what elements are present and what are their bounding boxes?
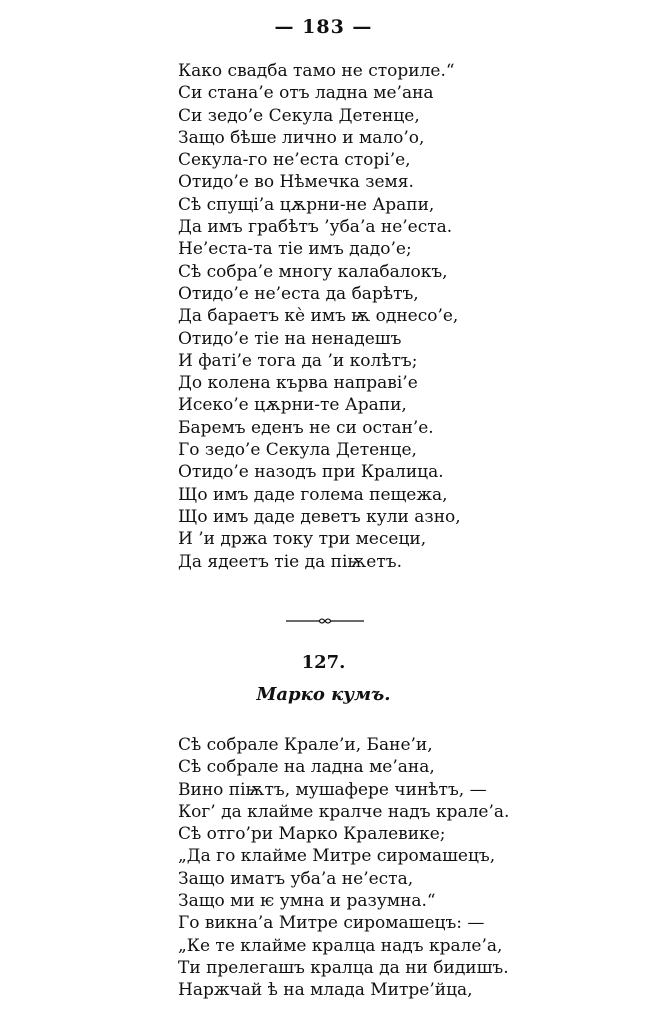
verse-line: Що имъ даде голема пещежа, — [178, 484, 448, 505]
verse-line: Сѣ отго’ри Марко Кралевике; — [178, 824, 446, 845]
verse-line: Да имъ грабѣтъ ’уба’а не’еста. — [178, 217, 453, 238]
verse-line: Защо иматъ уба’а не’еста, — [178, 868, 414, 889]
verse-line: Що имъ даде деветъ кули азно, — [178, 506, 461, 527]
verse-line: Отидо’е во Нѣмечка земя. — [178, 172, 414, 193]
verse-line: Го викна’а Митре сиромашецъ: — — [178, 913, 485, 934]
page-number: — 183 — — [274, 16, 373, 38]
verse-line: Отидо’е тіе на ненадешъ — [178, 328, 402, 349]
verse-line: Како свадба тамо не сториле.“ — [178, 61, 455, 81]
verse-line: Сѣ собрале Крале’и, Бане’и, — [178, 735, 433, 755]
verse-line: Исеко’е цѫрни-те Арапи, — [178, 395, 407, 416]
verse-block-continued — [178, 60, 618, 573]
verse-line: Секула-го не’еста сторі’е, — [178, 150, 411, 171]
verse-line: Отидо’е назодъ при Кралица. — [178, 462, 444, 483]
verse-line: И ’и држа току три месеци, — [178, 529, 427, 550]
verse-line: Си зедо’е Секула Детенце, — [178, 105, 420, 126]
verse-line: „Да го клайме Митре сиромашецъ, — [178, 846, 496, 867]
verse-line: Да бараетъ кѐ имъ ѭ однесо’е, — [178, 306, 459, 327]
verse-line: И фаті’е тога да ’и колѣтъ; — [178, 350, 418, 371]
verse-line: Защо ми ѥ умна и разумна.“ — [178, 891, 436, 912]
song-title: Марко кумъ. — [256, 684, 391, 705]
verse-line: „Ке те клайме кралца надъ крале’а, — [178, 935, 503, 956]
verse-line: Отидо’е не’еста да барѣтъ, — [178, 283, 419, 304]
verse-line: Ти прелегашъ кралца да ни бидишъ. — [178, 957, 509, 978]
section-divider-ornament — [286, 612, 364, 630]
verse-line: До колена кървa направі’е — [178, 373, 418, 394]
verse-line: Не’еста-та тіе имъ дадо’е; — [178, 239, 412, 260]
verse-line: Да ядеетъ тіе да пiѭетъ. — [178, 551, 402, 572]
verse-line: Сѣ спущі’а цѫрни-не Арапи, — [178, 194, 435, 215]
verse-block-song-127 — [178, 734, 618, 1002]
verse-line: Сѣ собра’е многу калабалокъ, — [178, 261, 448, 282]
verse-line: Защо бѣше лично и мало’о, — [178, 127, 425, 148]
song-number: 127. — [301, 652, 346, 673]
verse-line: Сѣ собрале на ладна ме’ана, — [178, 757, 435, 778]
verse-line: Наржчай ѣ на млада Митре’йца, — [178, 980, 473, 1001]
verse-line: Вино пiѭтъ, мушафере чинѣтъ, — — [178, 779, 487, 800]
verse-line: Ког’ да клайме кралче надъ крале’а. — [178, 801, 510, 822]
verse-line: Баремъ еденъ не си остан’е. — [178, 417, 434, 438]
verse-line: Си стана’е отъ ладна ме’ана — [178, 83, 434, 104]
verse-line: Го зедо’е Секула Детенце, — [178, 440, 417, 461]
